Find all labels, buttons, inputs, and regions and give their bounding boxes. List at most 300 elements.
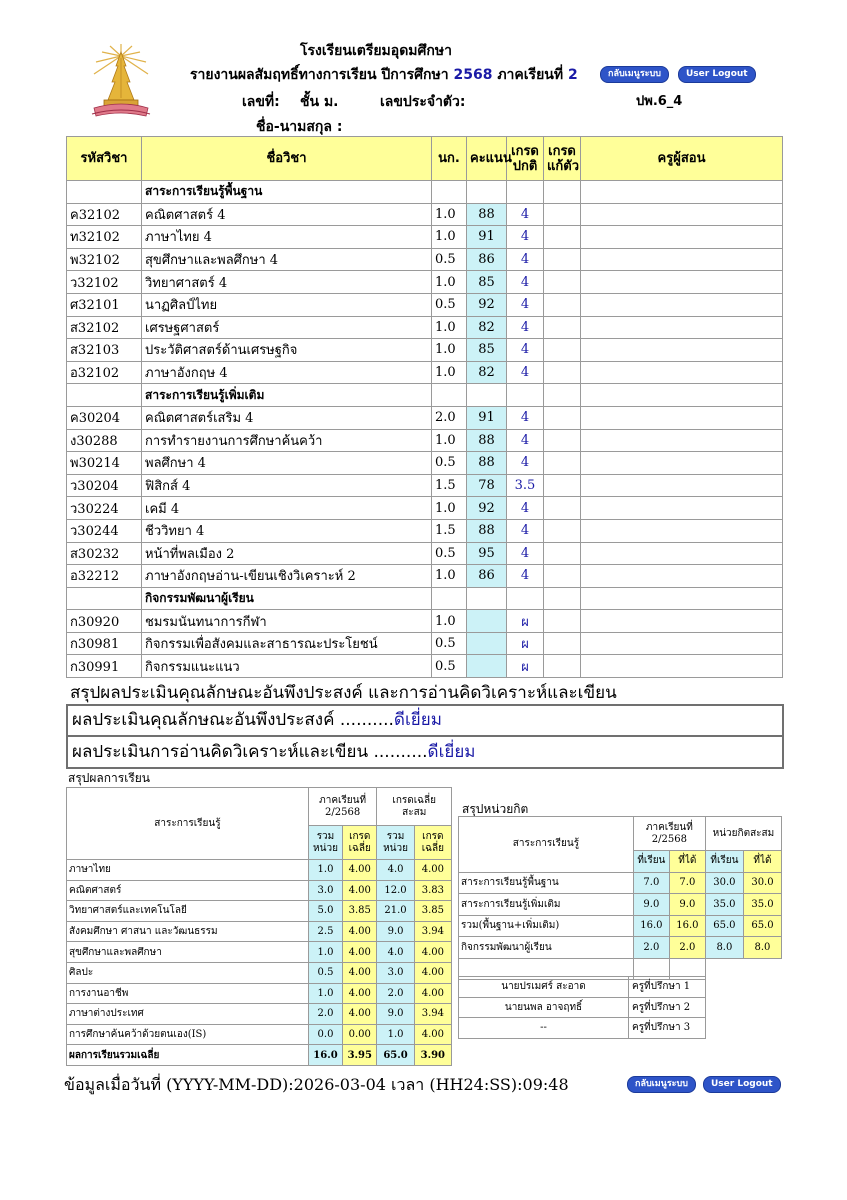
subject-row: [67, 293, 783, 316]
units-area: กิจกรรมพัฒนาผู้เรียน: [459, 937, 634, 959]
summary-cum-gpa: 4.00: [414, 860, 451, 881]
subject-teacher: [581, 293, 783, 316]
units-area: รวม(พื้นฐาน+เพิ่มเติม): [459, 915, 634, 937]
group-name: กิจกรรมพัฒนาผู้เรียน: [142, 587, 432, 610]
subject-credit: 0.5: [432, 632, 467, 655]
subject-grade: ผ: [507, 610, 544, 633]
summary-area: การงานอาชีพ: [67, 983, 309, 1004]
summary-total-cum-units: 65.0: [377, 1045, 414, 1066]
subject-score: 86: [467, 565, 507, 588]
subject-name: วิทยาศาสตร์ 4: [142, 271, 432, 294]
subject-code: ค32102: [67, 203, 142, 226]
subject-score: 91: [467, 406, 507, 429]
subject-grade-fix: [544, 293, 581, 316]
characteristic-value: ดีเยี่ยม: [393, 710, 442, 730]
units-area: สาระการเรียนรู้เพิ่มเติม: [459, 894, 634, 916]
subject-teacher: [581, 203, 783, 226]
units-term-studied: 7.0: [633, 872, 669, 894]
units-cum-earned: 8.0: [743, 937, 781, 959]
subject-score: 78: [467, 474, 507, 497]
units-term-studied: 2.0: [633, 937, 669, 959]
summary-term-units: 0.5: [308, 962, 342, 983]
subject-grade-fix: [544, 271, 581, 294]
summary-cum-gpa: 4.00: [414, 942, 451, 963]
subject-grade-fix: [544, 519, 581, 542]
term-label: ภาคเรียนที่: [497, 67, 564, 83]
subject-code: อ32102: [67, 361, 142, 384]
summary-cum-units: 2.0: [377, 983, 414, 1004]
summary-term-gpa: 4.00: [343, 942, 377, 963]
subject-credit: 1.0: [432, 316, 467, 339]
subject-code: พ32102: [67, 248, 142, 271]
subject-grade-fix: [544, 632, 581, 655]
subject-credit: 1.5: [432, 519, 467, 542]
group-empty-cell: [432, 181, 467, 204]
advisor-name: นายปรเมศร์ สะอาด: [459, 977, 629, 998]
summary-term-gpa-header: เกรด เฉลี่ย: [343, 826, 377, 860]
subject-code: ศ32101: [67, 293, 142, 316]
group-row: [67, 384, 783, 407]
subject-row: [67, 271, 783, 294]
student-no-label: เลขที่:: [242, 94, 280, 110]
group-empty-cell: [507, 587, 544, 610]
subject-grade: ผ: [507, 632, 544, 655]
subject-code: ก30981: [67, 632, 142, 655]
subject-credit: 1.0: [432, 226, 467, 249]
group-empty-cell: [467, 181, 507, 204]
reading-assessment-box: [66, 735, 784, 769]
summary-term-units: 2.5: [308, 921, 342, 942]
header-code: รหัสวิชา: [67, 137, 142, 181]
summary-cum-units: 3.0: [377, 962, 414, 983]
subject-credit: 1.0: [432, 497, 467, 520]
subject-row: [67, 429, 783, 452]
units-term-earned-header: ที่ได้: [669, 851, 705, 873]
subject-credit: 0.5: [432, 452, 467, 475]
group-empty-cell: [507, 384, 544, 407]
subject-credit: 1.0: [432, 565, 467, 588]
header-grade-fix: เกรด แก้ตัว: [544, 137, 581, 181]
subject-score: 88: [467, 452, 507, 475]
advisors-table: [458, 976, 706, 1039]
summary-term-units: 1.0: [308, 983, 342, 1004]
subject-grade-fix: [544, 316, 581, 339]
group-empty-cell: [432, 384, 467, 407]
summary-total-label: ผลการเรียนรวมเฉลี่ย: [67, 1045, 309, 1066]
subject-code: ก30991: [67, 655, 142, 678]
summary-total-cum-gpa: 3.90: [414, 1045, 451, 1066]
summary-term-units: 0.0: [308, 1024, 342, 1045]
subject-row: [67, 226, 783, 249]
subject-code: พ30214: [67, 452, 142, 475]
subject-credit: 1.0: [432, 429, 467, 452]
subject-row: [67, 610, 783, 633]
subject-code: ว30244: [67, 519, 142, 542]
subject-credit: 0.5: [432, 542, 467, 565]
subject-teacher: [581, 452, 783, 475]
school-crest-logo: [88, 42, 154, 122]
subject-grade-fix: [544, 497, 581, 520]
subject-teacher: [581, 406, 783, 429]
summary-row: [67, 1024, 452, 1045]
summary-total-row: [67, 1045, 452, 1066]
subject-row: [67, 474, 783, 497]
student-id-label: เลขประจำตัว:: [380, 94, 466, 110]
advisor-role: ครูที่ปรึกษา 3: [629, 1018, 706, 1039]
subject-score: 88: [467, 203, 507, 226]
subject-grade-fix: [544, 203, 581, 226]
header-credit: นก.: [432, 137, 467, 181]
units-row: [459, 872, 782, 894]
subject-name: ชมรมนันทนาการกีฬา: [142, 610, 432, 633]
subject-grade: 4: [507, 226, 544, 249]
header-grade-normal: เกรด ปกติ: [507, 137, 544, 181]
subject-teacher: [581, 632, 783, 655]
subject-teacher: [581, 271, 783, 294]
subject-name: ภาษาอังกฤษอ่าน-เขียนเชิงวิเคราะห์ 2: [142, 565, 432, 588]
units-row: [459, 915, 782, 937]
subject-score: 85: [467, 339, 507, 362]
subject-grade: 4: [507, 497, 544, 520]
units-title: สรุปหน่วยกิต: [462, 802, 529, 816]
group-name: สาระการเรียนรู้พื้นฐาน: [142, 181, 432, 204]
subject-name: พลศึกษา 4: [142, 452, 432, 475]
units-area: สาระการเรียนรู้พื้นฐาน: [459, 872, 634, 894]
units-cum-studied: 30.0: [705, 872, 743, 894]
summary-term-header: ภาคเรียนที่ 2/2568: [308, 788, 377, 826]
summary-area: สังคมศึกษา ศาสนา และวัฒนธรรม: [67, 921, 309, 942]
units-cum-earned: 65.0: [743, 915, 781, 937]
subject-name: สุขศึกษาและพลศึกษา 4: [142, 248, 432, 271]
group-row: [67, 587, 783, 610]
subject-grade: 4: [507, 271, 544, 294]
summary-cum-gpa: 3.94: [414, 921, 451, 942]
summary-term-gpa: 4.00: [343, 1004, 377, 1025]
subject-score: 91: [467, 226, 507, 249]
group-empty-cell: [432, 587, 467, 610]
subject-credit: 0.5: [432, 655, 467, 678]
subject-grade: 4: [507, 248, 544, 271]
subject-teacher: [581, 519, 783, 542]
subject-grade: 4: [507, 293, 544, 316]
subject-score: [467, 632, 507, 655]
subject-teacher: [581, 248, 783, 271]
units-term-header: ภาคเรียนที่ 2/2568: [633, 817, 705, 851]
subject-name: ฟิสิกส์ 4: [142, 474, 432, 497]
summary-cum-units: 12.0: [377, 880, 414, 901]
subject-name: กิจกรรมแนะแนว: [142, 655, 432, 678]
subject-grade-fix: [544, 452, 581, 475]
subject-teacher: [581, 542, 783, 565]
summary-cum-units: 9.0: [377, 1004, 414, 1025]
subject-name: หน้าที่พลเมือง 2: [142, 542, 432, 565]
form-code: ปพ.6_4: [636, 94, 683, 109]
subject-score: 86: [467, 248, 507, 271]
subject-code: ก30920: [67, 610, 142, 633]
subject-grade-fix: [544, 406, 581, 429]
subject-code: อ32212: [67, 565, 142, 588]
subject-code: ส32102: [67, 316, 142, 339]
subject-grade: 4: [507, 339, 544, 362]
group-code-cell: [67, 384, 142, 407]
units-term-studied: 16.0: [633, 915, 669, 937]
summary-term-gpa: 4.00: [343, 962, 377, 983]
group-empty-cell: [544, 587, 581, 610]
subject-code: ท32102: [67, 226, 142, 249]
subject-grade-fix: [544, 474, 581, 497]
summary-term-gpa: 4.00: [343, 880, 377, 901]
summary-term-gpa: 4.00: [343, 983, 377, 1004]
units-row: [459, 937, 782, 959]
summary-term-units-header: รวม หน่วย: [308, 826, 342, 860]
group-empty-cell: [507, 181, 544, 204]
subject-name: ภาษาไทย 4: [142, 226, 432, 249]
group-empty-cell: [467, 587, 507, 610]
group-empty-cell: [581, 587, 783, 610]
subject-code: ส32103: [67, 339, 142, 362]
summary-area: สุขศึกษาและพลศึกษา: [67, 942, 309, 963]
subject-code: ส30232: [67, 542, 142, 565]
summary-term-units: 5.0: [308, 901, 342, 922]
assessment-heading: สรุปผลประเมินคุณลักษณะอันพึงประสงค์ และการอ่านคิดวิเคราะห์และเขียน: [70, 683, 617, 703]
subject-score: 88: [467, 429, 507, 452]
subject-teacher: [581, 610, 783, 633]
subject-grade-fix: [544, 248, 581, 271]
subject-grade-fix: [544, 542, 581, 565]
subject-teacher: [581, 565, 783, 588]
summary-title: สรุปผลการเรียน: [68, 771, 151, 785]
subject-grade: 4: [507, 203, 544, 226]
advisor-role: ครูที่ปรึกษา 1: [629, 977, 706, 998]
summary-row: [67, 942, 452, 963]
summary-cum-gpa: 3.85: [414, 901, 451, 922]
units-term-earned: 7.0: [669, 872, 705, 894]
units-term-studied: 9.0: [633, 894, 669, 916]
subject-credit: 1.0: [432, 361, 467, 384]
term-number: 2: [567, 67, 578, 83]
subject-row: [67, 406, 783, 429]
user-logout-button[interactable]: User Logout: [678, 66, 756, 83]
units-term-studied-header: ที่เรียน: [633, 851, 669, 873]
subject-row: [67, 497, 783, 520]
summary-area: ศิลปะ: [67, 962, 309, 983]
data-timestamp: ข้อมูลเมื่อวันที่ (YYYY-MM-DD):2026-03-04 เวลา (HH24:SS):09:48: [64, 1075, 569, 1094]
subject-grade: 3.5: [507, 474, 544, 497]
subject-credit: 1.0: [432, 203, 467, 226]
subject-name: ภาษาอังกฤษ 4: [142, 361, 432, 384]
units-cum-studied: 65.0: [705, 915, 743, 937]
subject-teacher: [581, 655, 783, 678]
summary-total-term-units: 16.0: [308, 1045, 342, 1066]
subject-row: [67, 519, 783, 542]
group-name: สาระการเรียนรู้เพิ่มเติม: [142, 384, 432, 407]
subject-grade-fix: [544, 655, 581, 678]
summary-area: วิทยาศาสตร์และเทคโนโลยี: [67, 901, 309, 922]
units-cum-header: หน่วยกิตสะสม: [705, 817, 781, 851]
advisor-name: นายนพล อาจฤทธิ์: [459, 997, 629, 1018]
summary-area: การศึกษาค้นคว้าด้วยตนเอง(IS): [67, 1024, 309, 1045]
group-empty-cell: [581, 384, 783, 407]
advisor-row: [459, 977, 706, 998]
advisor-row: [459, 997, 706, 1018]
subject-score: [467, 610, 507, 633]
units-cum-earned-header: ที่ได้: [743, 851, 781, 873]
summary-row: [67, 983, 452, 1004]
subject-grade: 4: [507, 519, 544, 542]
subject-name: เคมี 4: [142, 497, 432, 520]
subject-teacher: [581, 429, 783, 452]
advisor-role: ครูที่ปรึกษา 2: [629, 997, 706, 1018]
subject-score: [467, 655, 507, 678]
summary-table: [66, 787, 452, 1066]
subject-code: ว32102: [67, 271, 142, 294]
group-code-cell: [67, 181, 142, 204]
subject-score: 95: [467, 542, 507, 565]
advisor-row: [459, 1018, 706, 1039]
summary-cum-gpa: 3.94: [414, 1004, 451, 1025]
summary-total-term-gpa: 3.95: [343, 1045, 377, 1066]
report-title: รายงานผลสัมฤทธิ์ทางการเรียน ปีการศึกษา: [190, 67, 449, 83]
footer-back-to-menu-button[interactable]: กลับเมนูระบบ: [627, 1076, 696, 1093]
subject-grade-fix: [544, 429, 581, 452]
subject-teacher: [581, 361, 783, 384]
subject-row: [67, 542, 783, 565]
subject-teacher: [581, 497, 783, 520]
subject-code: ง30288: [67, 429, 142, 452]
subject-grade: 4: [507, 316, 544, 339]
subject-score: 88: [467, 519, 507, 542]
subject-grade: 4: [507, 429, 544, 452]
subject-name: นาฏศิลป์ไทย: [142, 293, 432, 316]
subject-name: คณิตศาสตร์เสริม 4: [142, 406, 432, 429]
units-row: [459, 894, 782, 916]
units-cum-studied: 35.0: [705, 894, 743, 916]
footer-user-logout-button[interactable]: User Logout: [703, 1076, 781, 1093]
summary-cum-units-header: รวม หน่วย: [377, 826, 414, 860]
summary-area-header: สาระการเรียนรู้: [67, 788, 309, 860]
reading-value: ดีเยี่ยม: [427, 742, 476, 762]
academic-year: 2568: [453, 67, 493, 83]
summary-cum-gpa: 4.00: [414, 962, 451, 983]
summary-row: [67, 1004, 452, 1025]
subject-grade: 4: [507, 406, 544, 429]
subject-grade: 4: [507, 452, 544, 475]
summary-cum-units: 4.0: [377, 942, 414, 963]
summary-cum-units: 9.0: [377, 921, 414, 942]
subject-grade: 4: [507, 361, 544, 384]
subject-row: [67, 361, 783, 384]
summary-cum-header: เกรดเฉลี่ย สะสม: [377, 788, 452, 826]
summary-area: ภาษาไทย: [67, 860, 309, 881]
subject-name: ชีววิทยา 4: [142, 519, 432, 542]
summary-area: ภาษาต่างประเทศ: [67, 1004, 309, 1025]
subject-grade-fix: [544, 565, 581, 588]
subject-grade: 4: [507, 565, 544, 588]
subject-row: [67, 655, 783, 678]
group-empty-cell: [467, 384, 507, 407]
report-title-line: [190, 64, 578, 86]
subject-credit: 2.0: [432, 406, 467, 429]
subject-teacher: [581, 339, 783, 362]
subject-grade: ผ: [507, 655, 544, 678]
subject-grade-fix: [544, 361, 581, 384]
subject-credit: 0.5: [432, 248, 467, 271]
units-term-earned: 9.0: [669, 894, 705, 916]
subject-name: การทำรายงานการศึกษาค้นคว้า: [142, 429, 432, 452]
back-to-menu-button[interactable]: กลับเมนูระบบ: [600, 66, 669, 83]
reading-label: ผลประเมินการอ่านคิดวิเคราะห์และเขียน ..........: [72, 742, 428, 762]
subject-grade-fix: [544, 610, 581, 633]
group-code-cell: [67, 587, 142, 610]
subject-credit: 0.5: [432, 293, 467, 316]
subject-row: [67, 316, 783, 339]
subject-teacher: [581, 226, 783, 249]
summary-row: [67, 880, 452, 901]
header-teacher: ครูผู้สอน: [581, 137, 783, 181]
units-cum-studied: 8.0: [705, 937, 743, 959]
summary-row: [67, 962, 452, 983]
subject-teacher: [581, 316, 783, 339]
student-class-label: ชั้น ม.: [300, 94, 339, 110]
summary-row: [67, 860, 452, 881]
units-term-earned: 16.0: [669, 915, 705, 937]
subject-credit: 1.0: [432, 610, 467, 633]
summary-cum-units: 4.0: [377, 860, 414, 881]
subject-code: ค30204: [67, 406, 142, 429]
units-term-earned: 2.0: [669, 937, 705, 959]
summary-term-units: 2.0: [308, 1004, 342, 1025]
summary-area: คณิตศาสตร์: [67, 880, 309, 901]
subject-grade-fix: [544, 339, 581, 362]
characteristic-assessment-box: [66, 704, 784, 737]
subject-row: [67, 248, 783, 271]
header-subject: ชื่อวิชา: [142, 137, 432, 181]
subject-name: ประวัติศาสตร์ด้านเศรษฐกิจ: [142, 339, 432, 362]
summary-term-units: 1.0: [308, 860, 342, 881]
subject-row: [67, 339, 783, 362]
subject-score: 85: [467, 271, 507, 294]
advisor-name: --: [459, 1018, 629, 1039]
group-empty-cell: [581, 181, 783, 204]
summary-cum-units: 1.0: [377, 1024, 414, 1045]
subject-score: 92: [467, 293, 507, 316]
summary-term-gpa: 4.00: [343, 921, 377, 942]
summary-term-gpa: 0.00: [343, 1024, 377, 1045]
summary-cum-gpa: 4.00: [414, 983, 451, 1004]
summary-term-gpa: 3.85: [343, 901, 377, 922]
subject-row: [67, 452, 783, 475]
subject-code: ว30204: [67, 474, 142, 497]
units-cum-earned: 30.0: [743, 872, 781, 894]
subject-score: 92: [467, 497, 507, 520]
subject-credit: 1.0: [432, 339, 467, 362]
subject-name: กิจกรรมเพื่อสังคมและสาธารณะประโยชน์: [142, 632, 432, 655]
group-row: [67, 181, 783, 204]
subject-credit: 1.0: [432, 271, 467, 294]
summary-cum-gpa: 4.00: [414, 1024, 451, 1045]
subject-teacher: [581, 474, 783, 497]
subject-code: ว30224: [67, 497, 142, 520]
characteristic-label: ผลประเมินคุณลักษณะอันพึงประสงค์ ..........: [72, 710, 394, 730]
subject-grade-fix: [544, 226, 581, 249]
units-table: [458, 816, 782, 980]
units-cum-earned: 35.0: [743, 894, 781, 916]
student-name-label: ชื่อ-นามสกุล :: [256, 119, 343, 135]
units-area-header: สาระการเรียนรู้: [459, 817, 634, 873]
school-name: โรงเรียนเตรียมอุดมศึกษา: [300, 43, 452, 59]
group-empty-cell: [544, 181, 581, 204]
units-cum-studied-header: ที่เรียน: [705, 851, 743, 873]
